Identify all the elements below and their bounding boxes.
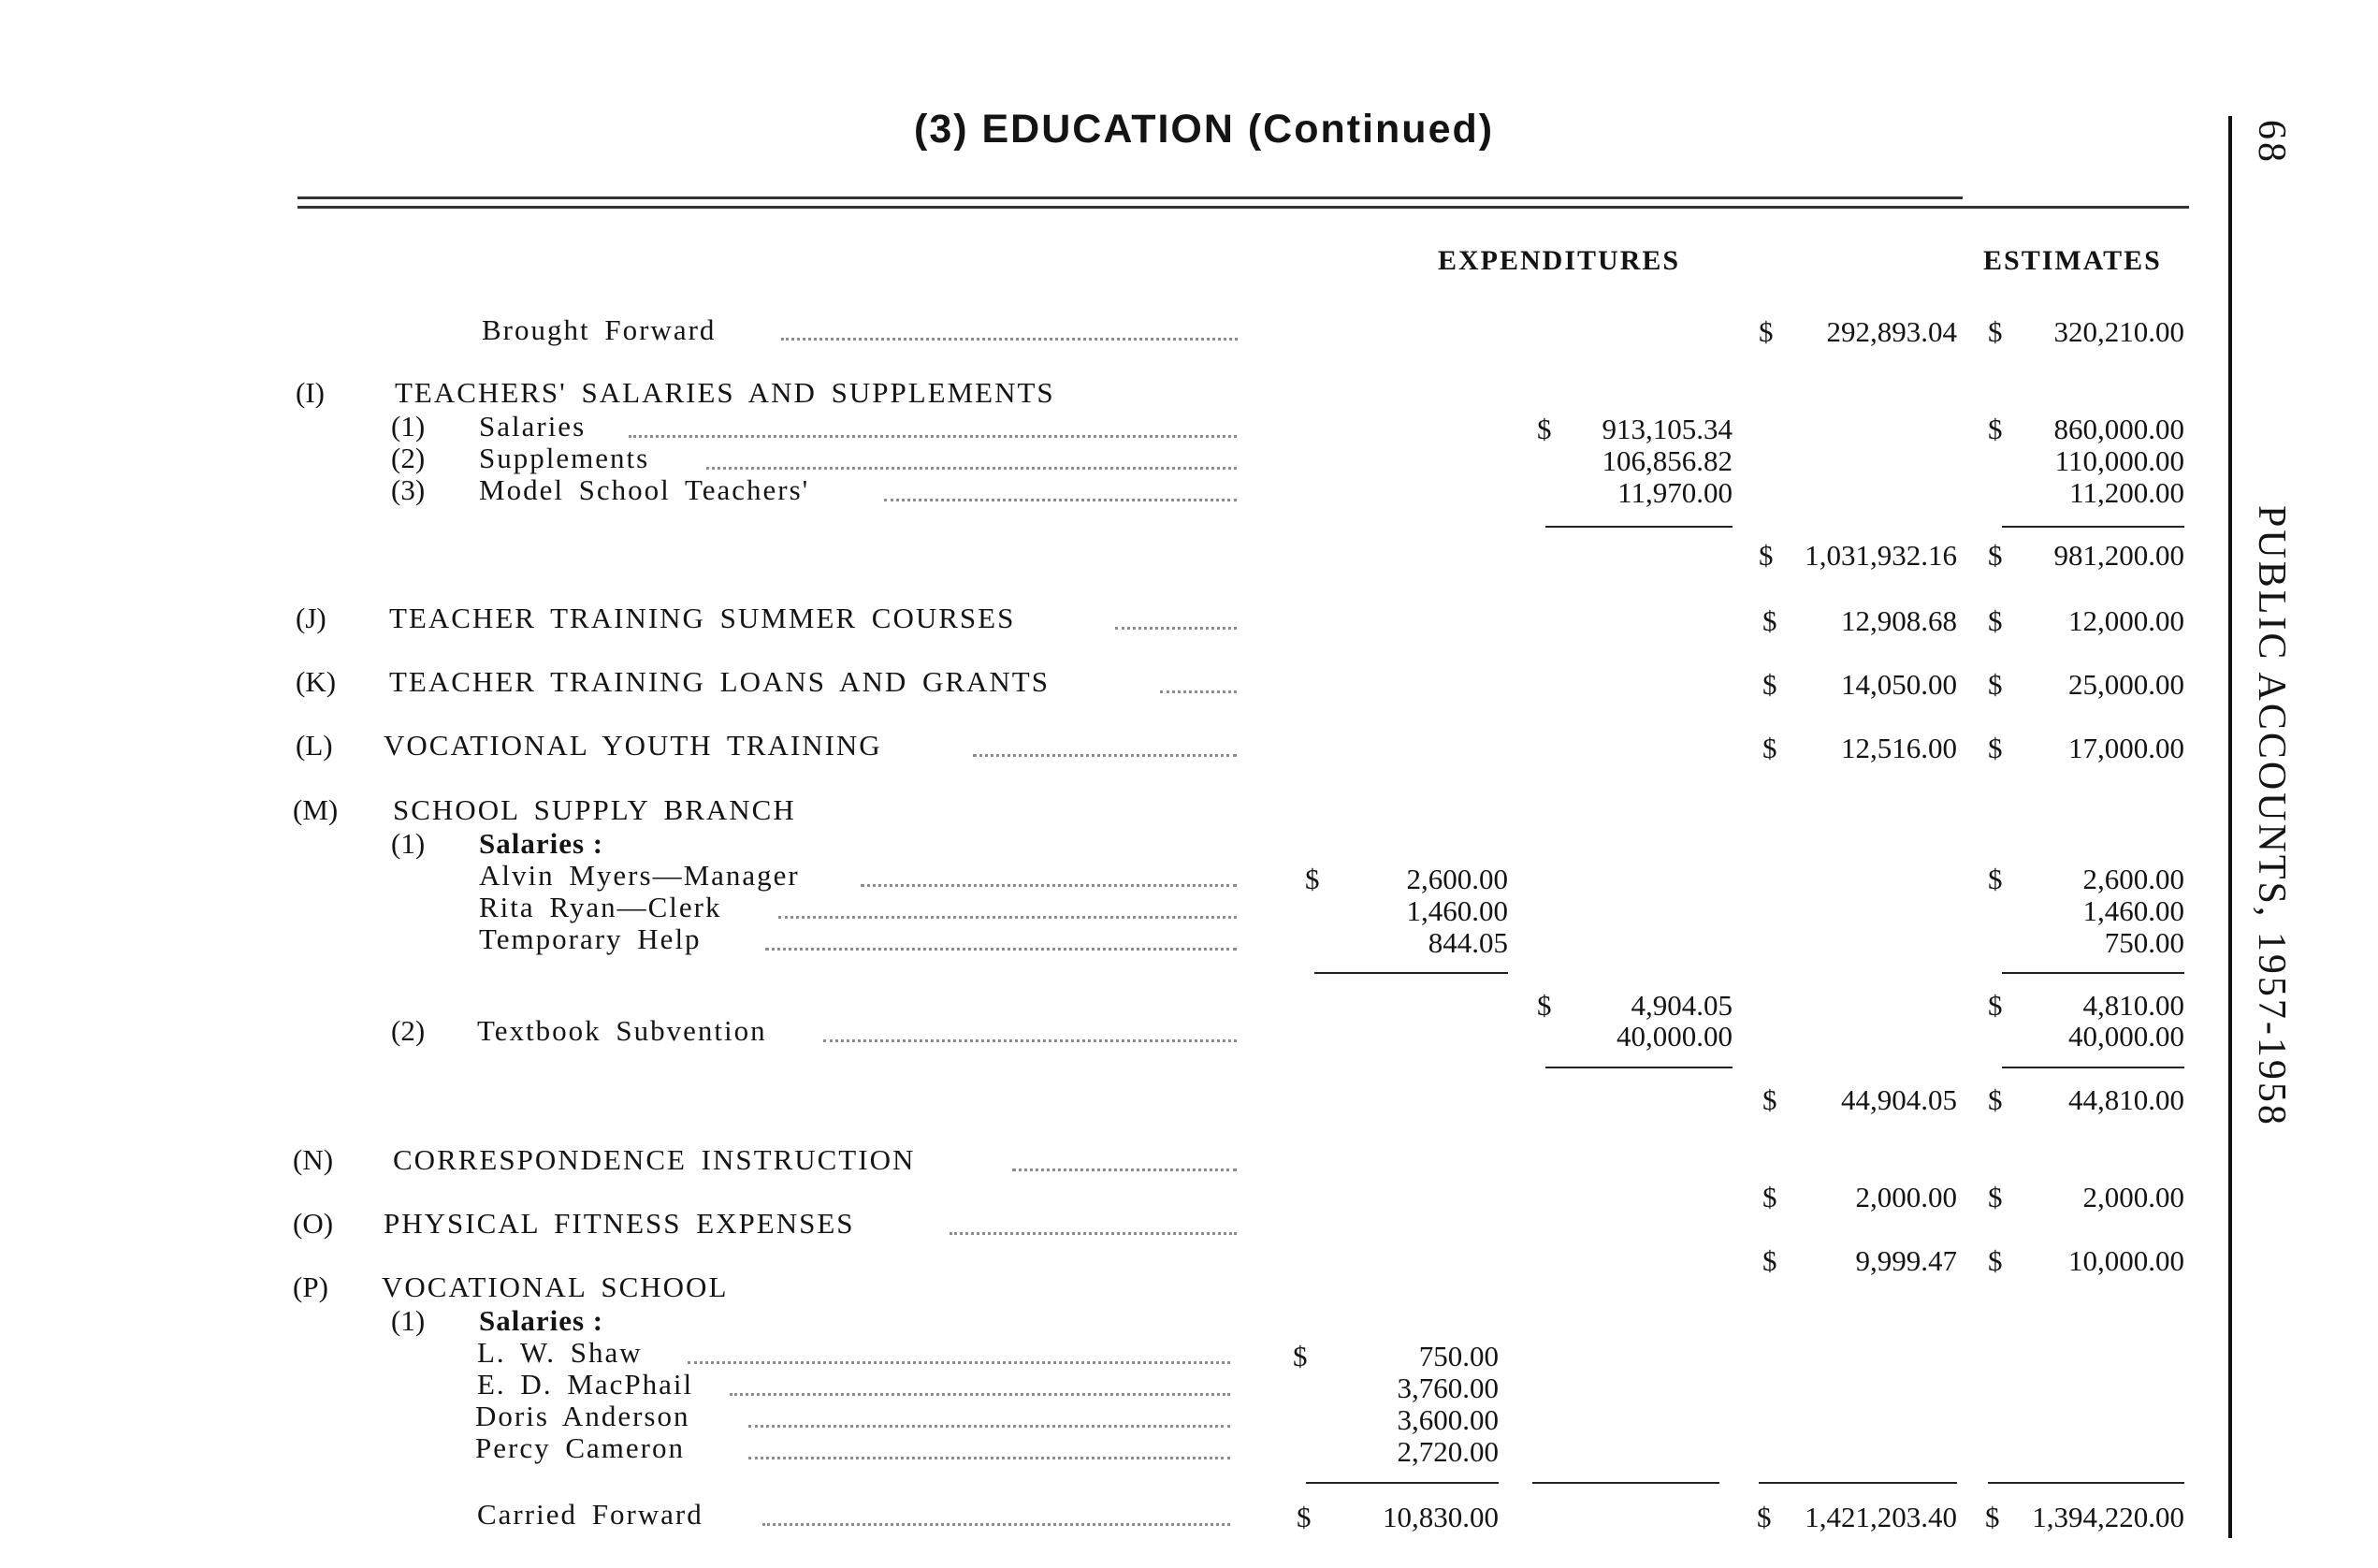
person-name: E. D. MacPhail [477, 1368, 694, 1401]
leader-dots [688, 1361, 1230, 1364]
currency-sign: $ [1762, 1244, 1777, 1277]
section-total: 2,000.00 [1855, 1181, 1957, 1213]
currency-sign: $ [1988, 539, 2003, 572]
person-name: Rita Ryan—Clerk [479, 891, 722, 923]
currency-sign: $ [1293, 1340, 1308, 1372]
person-estimate: 750.00 [2104, 926, 2184, 959]
total-rule [1306, 1482, 1499, 1484]
leader-dots [823, 1039, 1237, 1042]
section-estimate-total: 44,810.00 [2068, 1083, 2184, 1116]
section-code: (J) [296, 602, 326, 634]
leader-dots [706, 467, 1237, 470]
page-header: (3) EDUCATION (Continued) [914, 107, 1495, 152]
section-estimate: 17,000.00 [2068, 732, 2184, 764]
running-title: PUBLIC ACCOUNTS, 1957-1958 [2250, 505, 2293, 1127]
section-code: (M) [293, 793, 339, 826]
item-number: (3) [391, 473, 426, 506]
section-estimate: 12,000.00 [2068, 604, 2184, 637]
currency-sign: $ [1762, 668, 1777, 701]
item-number: (2) [391, 442, 426, 474]
subtotal-rule [2002, 526, 2184, 528]
section-total: 1,031,932.16 [1805, 539, 1957, 572]
currency-sign: $ [1988, 668, 2003, 701]
item-estimate: 11,200.00 [2069, 476, 2184, 509]
person-amount: 3,760.00 [1397, 1372, 1499, 1404]
subtotal-rule [1314, 972, 1508, 974]
leader-dots [884, 499, 1237, 501]
currency-sign: $ [1988, 604, 2003, 637]
currency-sign: $ [1985, 1501, 2000, 1533]
person-estimate: 2,600.00 [2082, 863, 2184, 895]
item-number: (2) [391, 1014, 426, 1047]
person-name: Percy Cameron [475, 1431, 685, 1464]
total-rule [1759, 1482, 1957, 1484]
section-title: SCHOOL SUPPLY BRANCH [393, 793, 796, 826]
person-name: Doris Anderson [475, 1400, 690, 1432]
currency-sign: $ [1762, 1083, 1777, 1116]
section-total: 12,516.00 [1841, 732, 1957, 764]
item-number: (1) [391, 827, 426, 860]
item-label: Textbook Subvention [477, 1014, 767, 1047]
item-label: Salaries : [479, 827, 604, 860]
currency-sign: $ [1988, 413, 2003, 445]
currency-sign: $ [1537, 413, 1552, 445]
subtotal-rule [2002, 972, 2184, 974]
subtotal-rule [1545, 1067, 1733, 1068]
page-margin-rule [2228, 116, 2232, 1538]
brought-forward-label: Brought Forward [482, 313, 717, 346]
currency-sign: $ [1759, 539, 1774, 572]
person-name: Temporary Help [479, 922, 702, 955]
section-code: (I) [296, 376, 325, 409]
section-estimate-total: 981,200.00 [2053, 539, 2184, 572]
column-header-expenditures: EXPENDITURES [1438, 245, 1681, 276]
leader-dots [781, 338, 1238, 341]
column-header-estimates: ESTIMATES [1983, 245, 2162, 276]
item-number: (1) [391, 410, 426, 443]
leader-dots [748, 1457, 1230, 1459]
person-name: L. W. Shaw [477, 1336, 643, 1369]
currency-sign: $ [1297, 1501, 1312, 1533]
carried-forward-subamount: 10,830.00 [1383, 1501, 1499, 1533]
item-amount: 11,970.00 [1617, 476, 1733, 509]
item-estimate: 860,000.00 [2053, 413, 2184, 445]
header-rule-top [297, 196, 1963, 199]
section-estimate: 2,000.00 [2082, 1181, 2184, 1213]
leader-dots [973, 754, 1237, 757]
section-title: PHYSICAL FITNESS EXPENSES [384, 1207, 855, 1240]
salaries-estimate: 4,810.00 [2082, 989, 2184, 1022]
currency-sign: $ [1988, 989, 2003, 1022]
item-amount: 106,856.82 [1602, 444, 1733, 477]
person-amount: 3,600.00 [1397, 1403, 1499, 1436]
person-amount: 2,600.00 [1406, 863, 1508, 895]
item-label: Salaries : [479, 1304, 604, 1337]
section-total: 12,908.68 [1841, 604, 1957, 637]
section-title: CORRESPONDENCE INSTRUCTION [393, 1143, 916, 1176]
carried-forward-total: 1,421,203.40 [1805, 1501, 1957, 1533]
salaries-subtotal: 4,904.05 [1631, 989, 1733, 1022]
leader-dots [950, 1232, 1237, 1235]
header-rule-bottom [297, 206, 2189, 209]
person-estimate: 1,460.00 [2082, 894, 2184, 927]
leader-dots [1115, 627, 1237, 630]
item-label: Supplements [479, 442, 650, 474]
leader-dots [1160, 690, 1237, 693]
leader-dots [861, 884, 1237, 887]
carried-forward-label: Carried Forward [477, 1498, 703, 1531]
section-code: (N) [293, 1143, 334, 1176]
person-amount: 2,720.00 [1397, 1435, 1499, 1468]
item-number: (1) [391, 1304, 426, 1337]
leader-dots [629, 435, 1237, 438]
currency-sign: $ [1988, 1181, 2003, 1213]
item-label: Model School Teachers' [479, 473, 810, 506]
subtotal-rule [1545, 526, 1733, 528]
currency-sign: $ [1762, 604, 1777, 637]
person-amount: 750.00 [1418, 1340, 1499, 1372]
section-title: VOCATIONAL SCHOOL [382, 1270, 729, 1303]
currency-sign: $ [1988, 732, 2003, 764]
leader-dots [762, 1523, 1230, 1526]
leader-dots [748, 1425, 1230, 1428]
currency-sign: $ [1988, 863, 2003, 895]
item-estimate: 110,000.00 [2054, 444, 2184, 477]
section-title: TEACHER TRAINING LOANS AND GRANTS [389, 665, 1050, 698]
total-rule [1988, 1482, 2184, 1484]
section-code: (L) [296, 729, 333, 762]
leader-dots [778, 916, 1237, 919]
person-amount: 1,460.00 [1406, 894, 1508, 927]
person-amount: 844.05 [1428, 926, 1508, 959]
currency-sign: $ [1305, 863, 1320, 895]
leader-dots [1012, 1169, 1237, 1171]
page-number: 68 [2250, 120, 2293, 165]
currency-sign: $ [1988, 1083, 2003, 1116]
section-code: (O) [293, 1207, 334, 1240]
section-code: (K) [296, 665, 337, 698]
currency-sign: $ [1762, 732, 1777, 764]
section-title: VOCATIONAL YOUTH TRAINING [384, 729, 882, 762]
leader-dots [765, 948, 1237, 951]
currency-sign: $ [1762, 1181, 1777, 1213]
leader-dots [730, 1393, 1230, 1396]
currency-sign: $ [1537, 989, 1552, 1022]
currency-sign: $ [1757, 1501, 1772, 1533]
currency-sign: $ [1988, 315, 2003, 348]
section-estimate: 10,000.00 [2068, 1244, 2184, 1277]
section-estimate: 25,000.00 [2068, 668, 2184, 701]
section-total: 9,999.47 [1855, 1244, 1957, 1277]
currency-sign: $ [1988, 1244, 2003, 1277]
carried-forward-estimate: 1,394,220.00 [2032, 1501, 2184, 1533]
section-code: (P) [293, 1270, 328, 1303]
section-total: 14,050.00 [1841, 668, 1957, 701]
subtotal-rule [2002, 1067, 2184, 1068]
section-title: TEACHER TRAINING SUMMER COURSES [389, 602, 1016, 634]
brought-forward-estimate: 320,210.00 [2053, 315, 2184, 348]
item-label: Salaries [479, 410, 587, 443]
person-name: Alvin Myers—Manager [479, 859, 800, 892]
item-estimate: 40,000.00 [2068, 1020, 2184, 1053]
currency-sign: $ [1759, 315, 1774, 348]
section-title: TEACHERS' SALARIES AND SUPPLEMENTS [395, 376, 1055, 409]
item-amount: 913,105.34 [1602, 413, 1733, 445]
section-total: 44,904.05 [1841, 1083, 1957, 1116]
total-rule [1532, 1482, 1719, 1484]
brought-forward-total: 292,893.04 [1826, 315, 1957, 348]
item-amount: 40,000.00 [1617, 1020, 1733, 1053]
